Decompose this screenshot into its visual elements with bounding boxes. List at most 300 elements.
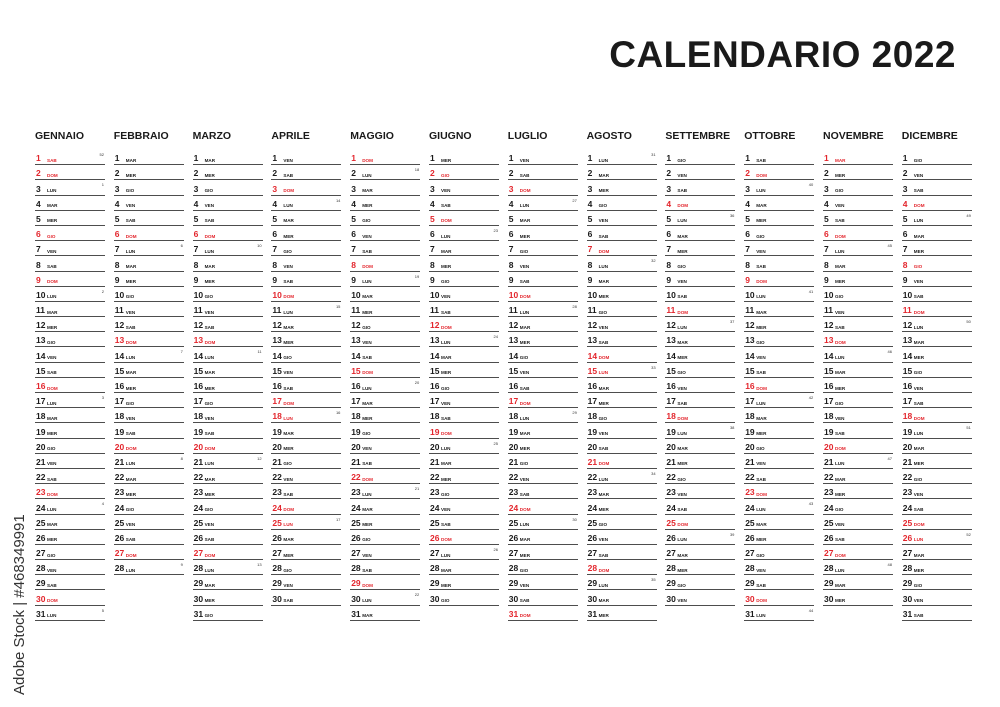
day-number: 28 (193, 563, 204, 574)
weekday-label: SAB (125, 431, 136, 437)
day-number: 8 (587, 259, 593, 270)
weekday-label: GIO (204, 294, 214, 300)
day-number: 23 (902, 487, 913, 498)
day-number: 15 (587, 365, 598, 376)
weekday-label: LUN (47, 400, 57, 406)
day-row (350, 393, 420, 408)
day-row (271, 590, 341, 605)
day-row (35, 560, 105, 575)
weekday-label: DOM (362, 370, 373, 376)
weekday-label: MAR (125, 157, 137, 163)
day-row (271, 226, 341, 241)
weekday-label: SAB (283, 385, 294, 391)
day-row (193, 211, 263, 226)
weekday-label: SAB (677, 188, 688, 194)
day-number: 30 (902, 593, 913, 604)
day-row (823, 469, 893, 484)
day-number: 11 (430, 305, 439, 316)
weekday-label: VEN (835, 309, 845, 315)
weekday-label: MER (519, 339, 531, 345)
weekday-label: VEN (362, 233, 372, 239)
day-row (271, 332, 341, 347)
day-number: 17 (430, 396, 440, 407)
day-row (193, 545, 263, 560)
weekday-label: GIO (204, 400, 214, 406)
day-number: 30 (587, 593, 598, 604)
day-row (587, 256, 657, 271)
weekday-label: MAR (677, 233, 688, 239)
day-number: 8 (351, 259, 356, 270)
day-number: 10 (824, 289, 834, 300)
day-row (114, 317, 184, 332)
day-number: 9 (666, 274, 672, 285)
day-number: 20 (351, 441, 361, 452)
weekday-label: LUN (283, 309, 293, 315)
weekday-label: GIO (677, 582, 686, 588)
weekday-label: LUN (598, 370, 609, 376)
day-number: 12 (351, 320, 361, 331)
weekday-label: DOM (441, 324, 452, 330)
day-row (902, 256, 972, 271)
week-number: 11 (257, 349, 262, 355)
day-row (744, 150, 814, 165)
day-number: 26 (666, 532, 676, 543)
weekday-label: MER (362, 203, 373, 209)
month-column (823, 130, 893, 606)
day-number: 30 (272, 593, 282, 604)
day-row (508, 241, 578, 256)
day-row (35, 347, 105, 362)
weekday-label: LUN (362, 491, 372, 497)
weekday-label: MER (362, 309, 373, 315)
day-row (902, 287, 972, 302)
weekday-label: MAR (756, 203, 767, 209)
day-row (823, 454, 893, 469)
day-number: 11 (902, 305, 912, 316)
day-row (823, 575, 893, 590)
day-number: 10 (36, 289, 46, 300)
weekday-label: SAB (441, 309, 451, 315)
day-row (429, 302, 499, 317)
day-row (665, 484, 735, 499)
day-row (902, 363, 972, 378)
day-row (823, 272, 893, 287)
day-number: 18 (902, 411, 913, 422)
page-title: CALENDARIO 2022 (609, 34, 956, 75)
day-row (823, 317, 893, 332)
day-number: 22 (36, 472, 46, 483)
day-number: 23 (36, 487, 46, 498)
day-row (744, 165, 814, 180)
day-number: 4 (193, 198, 199, 209)
day-row (902, 332, 972, 347)
day-number: 15 (430, 365, 440, 376)
day-number: 29 (824, 578, 834, 589)
weekday-label: MER (204, 598, 215, 604)
day-row (902, 226, 972, 241)
weekday-label: LUN (519, 203, 530, 209)
day-number: 22 (902, 472, 913, 483)
day-number: 3 (902, 183, 908, 194)
day-number: 23 (114, 487, 125, 498)
day-number: 20 (36, 441, 46, 452)
day-row (350, 590, 420, 605)
day-number: 7 (508, 244, 514, 255)
day-row (429, 165, 499, 180)
weekday-label: MER (835, 491, 846, 497)
day-number: 18 (114, 411, 125, 422)
weekday-label: VEN (362, 339, 372, 345)
day-row (350, 165, 420, 180)
day-number: 3 (587, 183, 593, 194)
day-number: 19 (272, 426, 282, 437)
month-column (350, 130, 420, 621)
day-number: 15 (193, 365, 204, 376)
day-number: 11 (508, 305, 518, 316)
weekday-label: SAB (519, 385, 530, 391)
day-row (429, 545, 499, 560)
day-number: 5 (508, 213, 514, 224)
day-number: 27 (36, 548, 46, 559)
weekday-label: LUN (598, 582, 609, 588)
day-row (35, 575, 105, 590)
weekday-label: SAB (835, 218, 845, 224)
weekday-label: GIO (441, 491, 450, 497)
weekday-label: MER (519, 552, 531, 558)
weekday-label: LUN (362, 172, 372, 178)
weekday-label: MER (283, 552, 294, 558)
day-number: 9 (114, 274, 120, 285)
day-number: 6 (902, 229, 908, 240)
day-row (114, 484, 184, 499)
day-number: 13 (272, 335, 282, 346)
day-row (587, 545, 657, 560)
day-row (114, 211, 184, 226)
day-row (508, 378, 578, 393)
weekday-label: LUN (913, 431, 924, 437)
weekday-label: MAR (519, 537, 531, 543)
day-number: 21 (587, 456, 598, 467)
stock-watermark-label: Adobe Stock | #468349991 (11, 514, 28, 695)
day-row (271, 287, 341, 302)
day-row (193, 347, 263, 362)
weekday-label: MAR (204, 476, 216, 482)
weekday-label: MER (204, 491, 215, 497)
weekday-label: MER (441, 264, 452, 269)
day-number: 10 (508, 289, 519, 300)
day-number: 26 (430, 532, 440, 543)
day-row (508, 363, 578, 378)
day-row (823, 423, 893, 438)
day-row (35, 241, 105, 256)
day-number: 17 (508, 396, 519, 407)
month-column (35, 130, 105, 621)
weekday-label: DOM (677, 522, 689, 528)
day-number: 30 (351, 593, 361, 604)
day-number: 26 (745, 532, 755, 543)
day-row (902, 211, 972, 226)
day-row (114, 332, 184, 347)
weekday-label: DOM (47, 279, 58, 285)
day-number: 17 (36, 396, 46, 407)
weekday-label: MAR (598, 491, 610, 497)
day-number: 16 (745, 381, 755, 391)
weekday-label: VEN (125, 203, 136, 209)
month-name: GENNAIO (35, 130, 85, 142)
weekday-label: MER (125, 491, 137, 497)
day-row (193, 515, 263, 530)
day-row (429, 484, 499, 499)
day-row (271, 545, 341, 560)
day-number: 13 (114, 335, 125, 346)
month-name: DICEMBRE (901, 130, 958, 142)
weekday-label: SAB (47, 370, 57, 376)
day-row (35, 484, 105, 499)
weekday-label: GIO (283, 567, 292, 573)
day-row (744, 317, 814, 332)
week-number: 52 (966, 531, 971, 537)
day-number: 21 (351, 456, 361, 467)
weekday-label: DOM (362, 264, 373, 269)
week-number: 22 (414, 592, 420, 598)
day-number: 8 (193, 259, 199, 270)
day-number: 10 (745, 289, 755, 300)
day-number: 8 (508, 259, 514, 270)
weekday-label: GIO (204, 507, 214, 512)
weekday-label: VEN (598, 218, 609, 224)
day-number: 29 (902, 578, 913, 589)
day-number: 22 (824, 472, 834, 483)
weekday-label: MAR (598, 598, 610, 604)
weekday-label: GIO (441, 598, 450, 604)
day-number: 20 (508, 441, 519, 452)
weekday-label: VEN (598, 431, 609, 437)
weekday-label: DOM (677, 415, 689, 421)
day-number: 9 (508, 274, 514, 285)
weekday-label: SAB (756, 476, 766, 482)
day-row (902, 272, 972, 287)
day-number: 12 (36, 320, 46, 331)
day-number: 28 (587, 563, 598, 574)
month-column (902, 130, 972, 621)
day-row (35, 606, 105, 621)
weekday-label: SAB (519, 172, 530, 178)
day-row (902, 347, 972, 362)
day-row (35, 408, 105, 423)
weekday-label: VEN (835, 203, 845, 209)
day-row (114, 347, 184, 362)
day-number: 15 (114, 365, 125, 376)
weekday-label: GIO (835, 188, 844, 194)
day-number: 25 (508, 517, 519, 528)
day-row (744, 332, 814, 347)
month-name: SETTEMBRE (665, 130, 731, 142)
day-number: 26 (508, 532, 519, 543)
day-number: 5 (351, 213, 356, 224)
day-number: 24 (745, 502, 755, 513)
weekday-label: MAR (756, 522, 767, 528)
day-row (350, 530, 420, 545)
day-row (823, 196, 893, 211)
day-row (508, 302, 578, 317)
month-column (508, 130, 578, 621)
weekday-label: MER (756, 431, 767, 437)
day-number: 13 (587, 335, 598, 346)
weekday-label: SAB (519, 491, 530, 497)
weekday-label: GIO (125, 400, 135, 406)
weekday-label: SAB (283, 279, 294, 285)
weekday-label: LUN (47, 188, 57, 194)
day-number: 24 (666, 502, 676, 513)
weekday-label: MAR (362, 613, 373, 619)
weekday-label: MER (125, 172, 137, 178)
day-row (429, 575, 499, 590)
day-number: 13 (351, 335, 361, 346)
day-row (35, 287, 105, 302)
weekday-label: SAB (677, 507, 688, 512)
weekday-label: GIO (913, 370, 923, 376)
day-number: 2 (587, 168, 593, 179)
weekday-label: MAR (598, 279, 610, 285)
day-row (823, 150, 893, 165)
day-number: 31 (36, 608, 46, 619)
day-row (35, 515, 105, 530)
day-number: 27 (508, 548, 519, 559)
weekday-label: DOM (204, 339, 216, 345)
day-number: 22 (745, 472, 755, 483)
weekday-label: VEN (283, 476, 293, 482)
day-number: 1 (36, 153, 41, 164)
day-row (508, 180, 578, 195)
week-number: 7 (180, 349, 183, 355)
weekday-label: VEN (519, 157, 530, 163)
day-number: 17 (272, 396, 282, 407)
weekday-label: MAR (47, 309, 58, 315)
day-row (35, 165, 105, 180)
day-row (350, 347, 420, 362)
day-row (823, 393, 893, 408)
day-number: 10 (351, 289, 361, 300)
day-number: 9 (193, 274, 199, 285)
day-number: 12 (666, 320, 676, 331)
weekday-label: SAB (441, 522, 451, 528)
day-row (902, 515, 972, 530)
day-number: 1 (666, 153, 672, 164)
day-number: 16 (114, 381, 125, 391)
day-number: 22 (587, 472, 598, 483)
weekday-label: GIO (362, 324, 371, 330)
weekday-label: LUN (598, 157, 609, 163)
day-row (744, 530, 814, 545)
weekday-label: MAR (441, 567, 452, 573)
day-number: 13 (824, 335, 834, 346)
weekday-label: MAR (598, 172, 610, 178)
weekday-label: GIO (913, 476, 923, 482)
month-name: GIUGNO (429, 130, 472, 142)
day-row (744, 287, 814, 302)
weekday-label: GIO (283, 248, 292, 254)
weekday-label: GIO (598, 309, 608, 315)
weekday-label: GIO (362, 537, 371, 543)
day-row (665, 439, 735, 454)
weekday-label: VEN (913, 491, 924, 497)
day-number: 10 (193, 289, 204, 300)
weekday-label: DOM (598, 355, 610, 361)
day-number: 27 (824, 548, 834, 559)
day-number: 5 (36, 213, 41, 224)
weekday-label: MER (913, 248, 925, 254)
day-number: 24 (351, 502, 361, 513)
day-number: 1 (508, 153, 514, 164)
weekday-label: MER (598, 294, 609, 300)
day-number: 28 (508, 563, 519, 574)
weekday-label: LUN (204, 248, 215, 254)
day-number: 21 (508, 456, 519, 467)
weekday-label: MER (598, 613, 609, 619)
day-row (271, 499, 341, 514)
day-row (744, 378, 814, 393)
day-number: 22 (193, 472, 204, 483)
day-number: 17 (902, 396, 913, 407)
day-number: 15 (272, 365, 282, 376)
weekday-label: MER (677, 355, 688, 361)
weekday-label: VEN (913, 598, 924, 604)
day-number: 7 (587, 244, 593, 255)
day-row (114, 454, 184, 469)
weekday-label: SAB (677, 400, 688, 406)
day-number: 1 (430, 153, 435, 164)
day-row (114, 165, 184, 180)
day-row (114, 469, 184, 484)
day-number: 27 (351, 548, 361, 559)
day-number: 7 (193, 244, 199, 255)
weekday-label: DOM (362, 582, 373, 588)
weekday-label: MER (677, 567, 688, 573)
day-number: 23 (587, 487, 598, 498)
day-number: 5 (666, 213, 672, 224)
day-row (665, 241, 735, 256)
weekday-label: VEN (283, 157, 293, 163)
weekday-label: GIO (47, 233, 56, 239)
day-row (114, 439, 184, 454)
day-number: 25 (430, 517, 440, 528)
day-number: 16 (272, 381, 282, 391)
weekday-label: GIO (283, 355, 292, 361)
day-row (902, 575, 972, 590)
day-row (35, 590, 105, 605)
day-number: 6 (666, 229, 672, 240)
day-number: 30 (824, 593, 834, 604)
week-number: 25 (493, 440, 498, 446)
day-row (114, 560, 184, 575)
day-number: 19 (351, 426, 361, 437)
weekday-label: GIO (677, 476, 686, 482)
month-name: AGOSTO (586, 130, 632, 142)
day-row (350, 606, 420, 621)
weekday-label: LUN (598, 476, 609, 482)
day-number: 11 (824, 305, 833, 316)
week-number: 31 (651, 152, 656, 157)
day-number: 6 (745, 229, 750, 240)
weekday-label: DOM (283, 294, 295, 300)
day-row (587, 590, 657, 605)
weekday-label: SAB (283, 598, 294, 604)
day-number: 25 (193, 517, 204, 528)
day-row (587, 423, 657, 438)
day-number: 3 (272, 183, 278, 194)
weekday-label: MAR (913, 446, 925, 452)
weekday-label: MAR (441, 355, 452, 361)
